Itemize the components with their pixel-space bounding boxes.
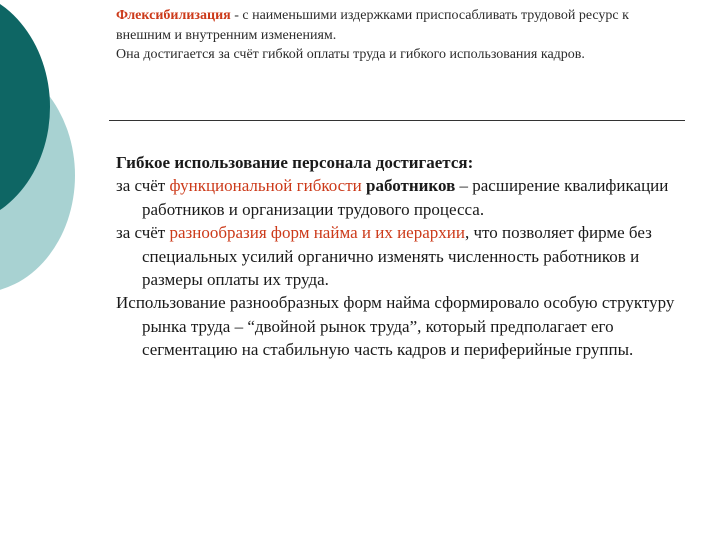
intro-block xyxy=(116,6,686,65)
intro-definition xyxy=(116,6,686,45)
item2-prefix: за счёт xyxy=(116,223,170,243)
item2-accent: разнообразия форм найма и их иерархии xyxy=(169,223,465,243)
item1-bold: работников xyxy=(361,176,456,196)
item-hiring-forms xyxy=(116,221,696,291)
divider-line xyxy=(109,120,685,121)
intro-term: Флексибилизация xyxy=(116,8,231,23)
item1-prefix: за счёт xyxy=(116,176,170,196)
item-dual-labor-market: Использование разнообразных форм найма сформировало особую структуру рынка труда – “двойной рынок труда”, который предполагает его сегментацию на стабильную часть кадров и периферийные группы. xyxy=(116,293,675,360)
item1-accent: функциональной гибкости xyxy=(169,176,362,196)
intro-achieved-by: Она достигается за счёт гибкой оплаты труда и гибкого использования кадров. xyxy=(116,47,585,62)
main-content xyxy=(116,151,696,362)
item1-rest: – расширение квалификации работников и организации трудового процесса. xyxy=(142,176,669,219)
main-heading: Гибкое использование персонала достигается: xyxy=(116,153,474,172)
intro-definition-text: - с наименьшими издержками приспосабливать трудовой ресурс к внешним и внутренним изменениям. xyxy=(116,8,629,43)
item-functional-flexibility xyxy=(116,174,696,221)
item2-rest: , что позволяет фирме без специальных усилий органично изменять численность работников и размеры оплаты их труда. xyxy=(142,223,652,290)
